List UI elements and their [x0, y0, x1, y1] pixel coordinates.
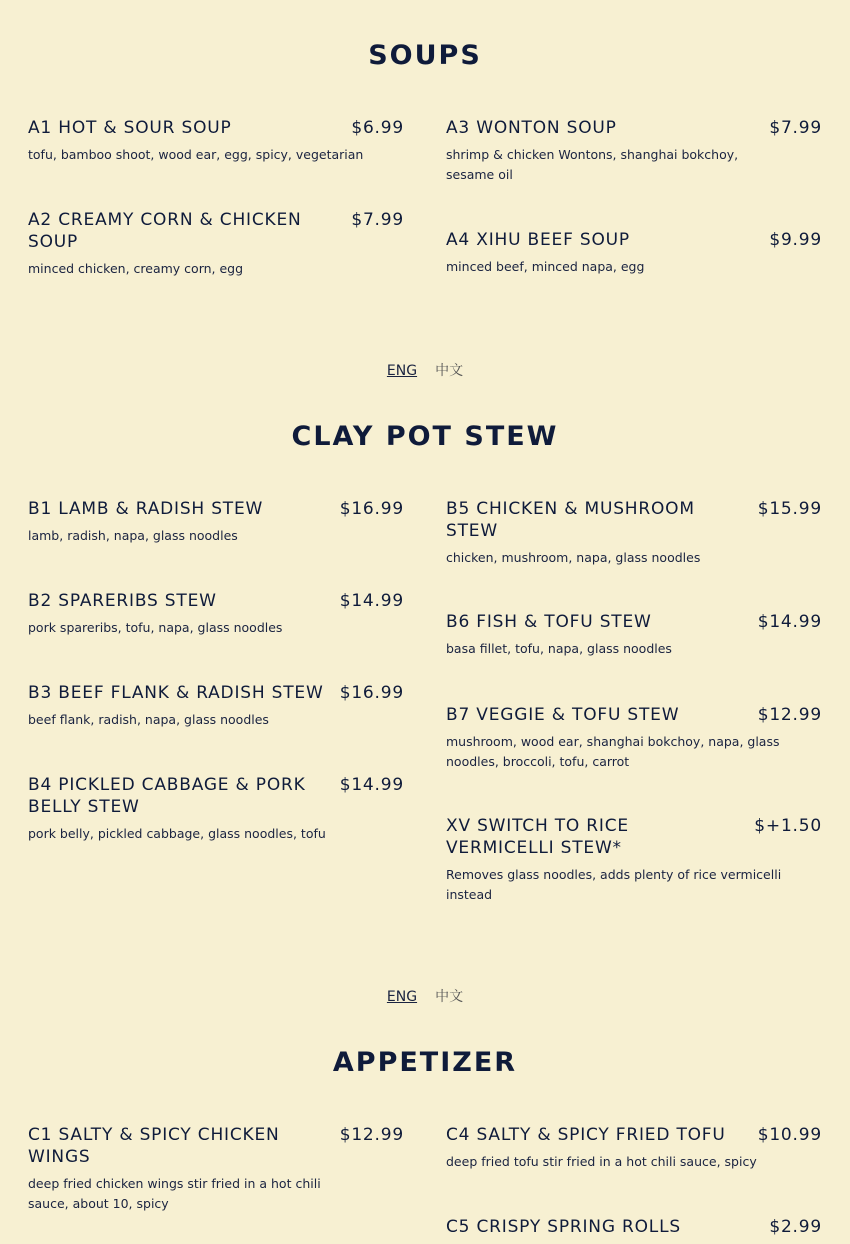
item-name: A1 HOT & SOUR SOUP — [28, 118, 232, 138]
item-name: C4 SALTY & SPICY FRIED TOFU — [446, 1125, 726, 1145]
item-name: C1 SALTY & SPICY CHICKEN WINGS — [28, 1125, 280, 1167]
item-price: $14.99 — [339, 775, 404, 795]
language-switcher — [0, 986, 850, 1006]
menu-item[interactable] — [28, 590, 404, 638]
item-description: basa fillet, tofu, napa, glass noodles — [446, 641, 672, 656]
item-price: $10.99 — [757, 1125, 822, 1145]
lang-eng-link[interactable]: ENG — [386, 989, 418, 1005]
lang-zh-link[interactable]: 中文 — [435, 363, 464, 379]
menu-item[interactable] — [446, 1124, 822, 1172]
menu-item[interactable] — [446, 1216, 822, 1244]
item-price: $+1.50 — [754, 816, 822, 836]
item-name: B6 FISH & TOFU STEW — [446, 612, 652, 632]
item-price: $2.99 — [769, 1217, 822, 1237]
menu-item[interactable] — [28, 117, 404, 165]
section-title-soups: SOUPS — [368, 40, 482, 71]
item-description: lamb, radish, napa, glass noodles — [28, 528, 238, 543]
menu-item[interactable] — [446, 498, 822, 568]
menu-item[interactable] — [446, 815, 822, 905]
item-name: B3 BEEF FLANK & RADISH STEW — [28, 683, 324, 703]
lang-eng-link[interactable]: ENG — [386, 363, 418, 379]
menu-item[interactable] — [28, 209, 404, 279]
item-description: chicken, mushroom, napa, glass noodles — [446, 550, 701, 565]
menu-item[interactable] — [446, 704, 822, 772]
item-name: A2 CREAMY CORN & CHICKEN SOUP — [28, 210, 302, 252]
item-description: deep fried tofu stir fried in a hot chili sauce, spicy — [446, 1154, 757, 1169]
item-description: mushroom, wood ear, shanghai bokchoy, napa, glass noodles, broccoli, tofu, carrot — [446, 734, 780, 769]
item-price: $14.99 — [757, 612, 822, 632]
item-name: B1 LAMB & RADISH STEW — [28, 499, 264, 519]
item-price: $16.99 — [339, 499, 404, 519]
item-price: $6.99 — [351, 118, 404, 138]
item-description: shrimp & chicken Wontons, shanghai bokchoy, sesame oil — [446, 147, 739, 182]
section-title-appetizer: APPETIZER — [332, 1047, 518, 1078]
item-description: deep fried chicken wings stir fried in a hot chili sauce, about 10, spicy — [28, 1176, 321, 1211]
item-description: tofu, bamboo shoot, wood ear, egg, spicy, vegetarian — [28, 147, 364, 162]
item-name: B5 CHICKEN & MUSHROOM STEW — [446, 499, 695, 541]
item-price: $15.99 — [757, 499, 822, 519]
item-price: $9.99 — [769, 230, 822, 250]
item-name: B4 PICKLED CABBAGE & PORK BELLY STEW — [28, 775, 306, 817]
lang-zh-link[interactable]: 中文 — [435, 989, 464, 1005]
item-description: pork belly, pickled cabbage, glass noodles, tofu — [28, 826, 326, 841]
item-price: $12.99 — [339, 1125, 404, 1145]
section-title-clay-pot-stew: CLAY POT STEW — [291, 421, 559, 452]
item-price: $12.99 — [757, 705, 822, 725]
item-price: $7.99 — [351, 210, 404, 230]
item-name: B2 SPARERIBS STEW — [28, 591, 217, 611]
language-switcher — [0, 360, 850, 380]
item-name: A4 XIHU BEEF SOUP — [446, 230, 630, 250]
menu-item[interactable] — [446, 611, 822, 659]
item-description: minced chicken, creamy corn, egg — [28, 261, 244, 276]
item-name: B7 VEGGIE & TOFU STEW — [446, 705, 680, 725]
menu-item[interactable] — [28, 774, 404, 844]
item-description: pork spareribs, tofu, napa, glass noodles — [28, 620, 283, 635]
menu-item[interactable] — [28, 682, 404, 730]
menu-item[interactable] — [28, 498, 404, 546]
menu-item[interactable] — [446, 117, 822, 185]
item-name: C5 CRISPY SPRING ROLLS — [446, 1217, 681, 1237]
item-name: XV SWITCH TO RICE VERMICELLI STEW* — [446, 816, 629, 858]
menu-item[interactable] — [446, 229, 822, 277]
menu-item[interactable] — [28, 1124, 404, 1214]
item-price: $7.99 — [769, 118, 822, 138]
item-description: Removes glass noodles, adds plenty of rice vermicelli instead — [446, 867, 782, 902]
item-price: $14.99 — [339, 591, 404, 611]
item-description: beef flank, radish, napa, glass noodles — [28, 712, 269, 727]
item-price: $16.99 — [339, 683, 404, 703]
item-name: A3 WONTON SOUP — [446, 118, 617, 138]
item-description: minced beef, minced napa, egg — [446, 259, 645, 274]
